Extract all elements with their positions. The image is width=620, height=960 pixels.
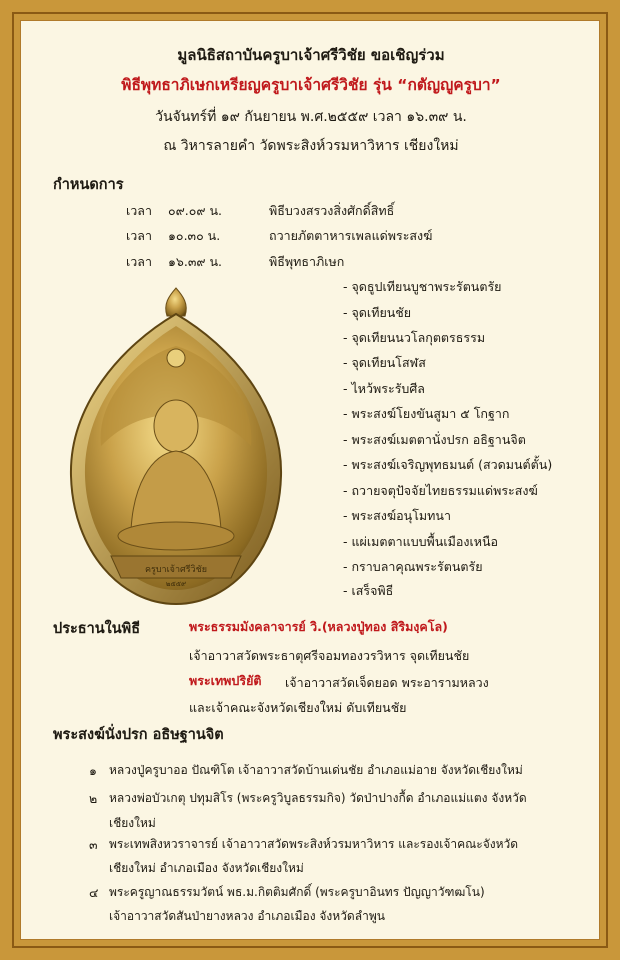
schedule-subitem: - จุดเทียนโสฬส <box>343 355 426 370</box>
monk-line-2: เชียงใหม่ อำเภอเมือง จังหวัดเชียงใหม่ <box>109 861 304 875</box>
schedule-subitem: - แผ่เมตตาแบบพื้นเมืองเหนือ <box>343 534 499 549</box>
monk-line-2: เจ้าอาวาสวัดสันป่ายางหลวง อำเภอเมือง จังหวัดลำพูน <box>109 909 385 923</box>
schedule-event: พิธีพุทธาภิเษก <box>269 254 345 269</box>
schedule-subitem: - ถวายจตุปัจจัยไทยธรรมแด่พระสงฆ์ <box>343 483 538 498</box>
svg-text:ครูบาเจ้าศรีวิชัย: ครูบาเจ้าศรีวิชัย <box>144 565 208 575</box>
header-line-1: มูลนิธิสถาบันครูบาเจ้าศรีวิชัย ขอเชิญร่วม <box>177 46 445 64</box>
schedule-subitem: - กราบลาคุณพระรัตนตรัย <box>343 559 483 574</box>
monk-line: พระครูญาณธรรมวัตน์ พธ.ม.กิตติมศักดิ์ (พระครูบาอินทร ปัญญาวัฑฒโน) <box>109 885 485 899</box>
monk-number: ๒ <box>89 791 98 806</box>
schedule-subitem: - จุดเทียนนวโลกุตตรธรรม <box>343 330 486 345</box>
chair-heading: ประธานในพิธี <box>53 621 141 637</box>
monk-line: พระเทพสิงหวราจารย์ เจ้าอาวาสวัดพระสิงห์วรมหาวิหาร และรองเจ้าคณะจังหวัด <box>109 837 519 851</box>
monk-line-2: เชียงใหม่ <box>109 816 156 830</box>
monks-heading: พระสงฆ์นั่งปรก อธิษฐานจิต <box>53 727 224 743</box>
svg-text:๒๕๕๙: ๒๕๕๙ <box>165 580 187 588</box>
schedule-subitem: - พระสงฆ์เจริญพุทธมนต์ (สวดมนต์ตั้น) <box>343 457 553 472</box>
schedule-subitem: - พระสงฆ์เมตตานั่งปรก อธิฐานจิต <box>343 432 526 447</box>
schedule-label: เวลา <box>126 203 152 218</box>
ceremony-title: พิธีพุทธาภิเษกเหรียญครูบาเจ้าศรีวิชัย รุ่น “กตัญญูครูบา” <box>121 76 501 94</box>
schedule-event: ถวายภัตตาหารเพลแด่พระสงฆ์ <box>269 228 433 243</box>
chair-desc-2: เจ้าอาวาสวัดเจ็ดยอด พระอารามหลวง <box>285 675 489 690</box>
schedule-time: ๑๐.๓๐ น. <box>168 228 221 243</box>
schedule-time: ๑๖.๓๙ น. <box>168 254 223 269</box>
venue-line: ณ วิหารลายคำ วัดพระสิงห์วรมหาวิหาร เชียงใหม่ <box>163 138 459 154</box>
chair-name-2: พระเทพปริยัติ <box>189 673 262 688</box>
schedule-heading: กำหนดการ <box>53 177 124 193</box>
schedule-subitem: - ไหว้พระรับศีล <box>343 381 425 396</box>
schedule-label: เวลา <box>126 228 152 243</box>
chair-desc-1: เจ้าอาวาสวัดพระธาตุศรีจอมทองวรวิหาร จุดเทียนชัย <box>189 648 470 663</box>
monk-line: หลวงพ่อบัวเกตุ ปทุมสิโร (พระครูวิบูลธรรมกิจ) วัดป่าปางกื้ด อำเภอแม่แตง จังหวัด <box>109 791 527 805</box>
schedule-subitem: - พระสงฆ์โยงขันสูมา ๕ โกฐาก <box>343 406 510 421</box>
schedule-time: ๐๙.๐๙ น. <box>168 203 223 218</box>
date-time-line: วันจันทร์ที่ ๑๙ กันยายน พ.ศ.๒๕๕๙ เวลา ๑๖.๓๙ น. <box>155 109 467 125</box>
schedule-subitem: - พระสงฆ์อนุโมทนา <box>343 508 451 523</box>
monk-line: หลวงปู่ครูบาออ ปัณฑิโต เจ้าอาวาสวัดบ้านเด่นชัย อำเภอแม่อาย จังหวัดเชียงใหม่ <box>109 763 523 777</box>
schedule-event: พิธีบวงสรวงสิ่งศักดิ์สิทธิ์ <box>269 203 395 218</box>
medal-image <box>61 286 291 611</box>
monk-number: ๓ <box>89 837 98 852</box>
schedule-subitem: - จุดเทียนชัย <box>343 305 412 320</box>
chair-name-1: พระธรรมมังคลาจารย์ วิ.(หลวงปู่ทอง สิริมงฺคโล) <box>189 619 448 634</box>
chair-desc-2b: และเจ้าคณะจังหวัดเชียงใหม่ ดับเทียนชัย <box>189 700 407 715</box>
invitation-card <box>20 20 600 940</box>
schedule-label: เวลา <box>126 254 152 269</box>
schedule-subitem: - เสร็จพิธี <box>343 583 394 598</box>
schedule-subitem: - จุดธูปเทียนบูชาพระรัตนตรัย <box>343 279 502 294</box>
monk-number: ๔ <box>89 885 99 900</box>
monk-number: ๑ <box>89 763 97 778</box>
